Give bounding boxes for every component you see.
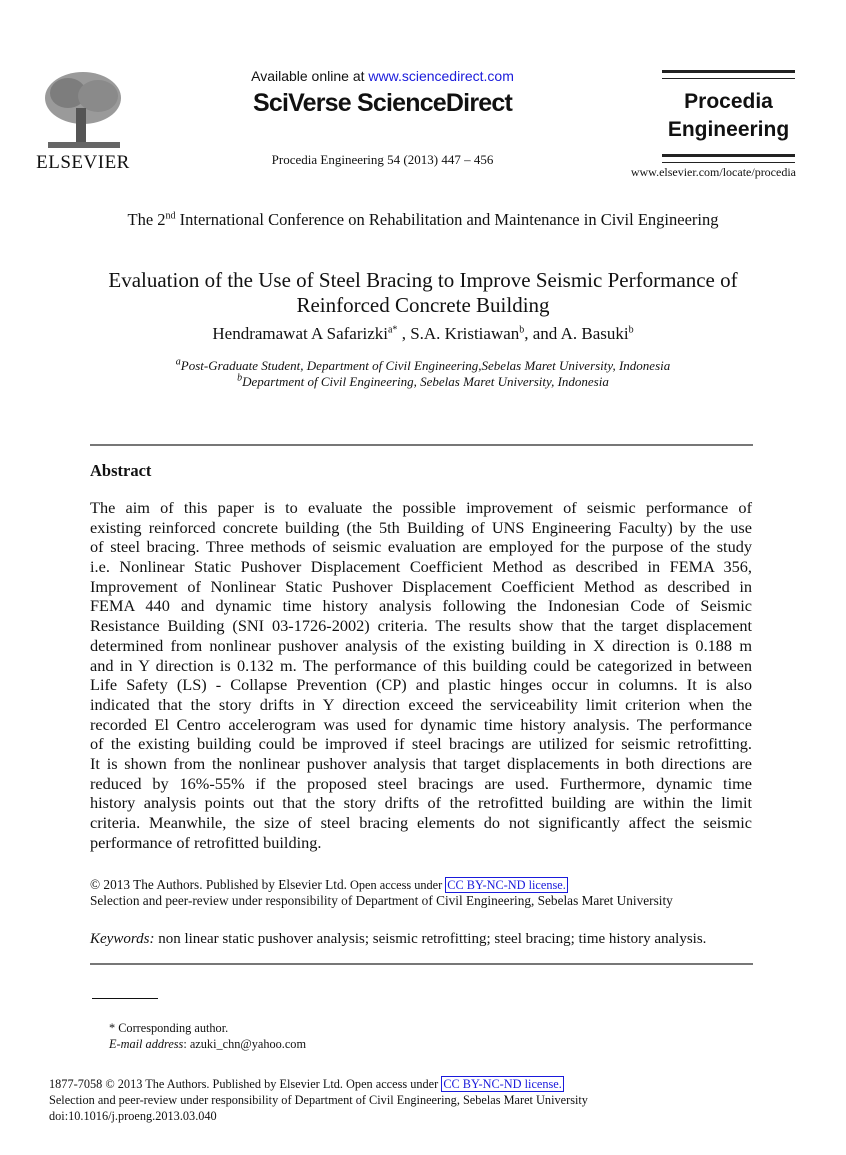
affiliation-a	[0, 358, 846, 374]
email-label: E-mail address	[109, 1037, 184, 1051]
email-address[interactable]: : azuki_chn@yahoo.com	[183, 1037, 307, 1051]
author-sup: b	[628, 324, 634, 336]
abstract-line: recorded El Centro accelerogram was used for dynamic time history analysis. The performance	[90, 714, 752, 734]
abstract-line: indicated that the story drifts in Y direction exceed the serviceability limit criterion when the	[90, 694, 752, 714]
journal-citation: Procedia Engineering 54 (2013) 447 – 456	[271, 152, 494, 167]
abstract-line: FEMA 440 and dynamic time history analysis following the Indonesian Code of Seismic	[90, 596, 752, 616]
journal-url[interactable]: www.elsevier.com/locate/procedia	[630, 165, 796, 179]
keywords-text: non linear static pushover analysis; seismic retrofitting; steel bracing; time history analysis.	[154, 931, 707, 947]
abstract-line: and in Y direction is 0.132 m. The performance of this building could be categorized in between	[90, 655, 752, 675]
affiliation-text: Department of Civil Engineering, Sebelas Maret University, Indonesia	[242, 374, 609, 389]
copyright-block	[90, 877, 673, 909]
abstract-line: existing reinforced concrete building (the 5th Building of UNS Engineering Faculty) by the use	[90, 517, 752, 537]
divider	[90, 963, 753, 965]
elsevier-wordmark: ELSEVIER	[36, 152, 130, 173]
issn-text: 1877-7058 © 2013 The Authors. Published by Elsevier Ltd. Open access under	[49, 1077, 442, 1091]
footnote-rule	[92, 998, 158, 999]
peer-review-text: Selection and peer-review under responsibility of Department of Civil Engineering, Sebelas Maret University	[90, 893, 673, 908]
elsevier-logo	[24, 68, 142, 174]
journal-rule-bottom	[662, 154, 795, 163]
open-access-text: Open access under	[346, 878, 446, 892]
abstract-line: It is shown from the nonlinear pushover analysis that target displacements in both directions are	[90, 753, 752, 773]
abstract-line: i.e. Nonlinear Static Pushover Displacement Coefficient Method as described in FEMA 356,	[90, 557, 752, 577]
elsevier-tree-icon	[38, 68, 128, 150]
conference-prefix: The 2	[127, 210, 166, 229]
footer	[49, 1076, 588, 1124]
abstract-line: Life Safety (LS) - Collapse Prevention (CP) and plastic hinges occur in columns. It is also	[90, 675, 752, 695]
paper-title-line2: Reinforced Concrete Building	[296, 293, 550, 317]
abstract-line: determined from nonlinear pushover analysis of the existing building in X direction is 0.188 m	[90, 635, 752, 655]
abstract-line: criteria. Meanwhile, the size of steel bracing elements do not significantly affect the seismic	[90, 813, 752, 832]
divider	[90, 444, 753, 446]
abstract-body	[90, 498, 752, 852]
affiliations	[0, 358, 846, 390]
email-line	[109, 1036, 306, 1052]
issn-line	[49, 1076, 588, 1092]
abstract-line: of the existing building could be improved if steel bracings are utilized for seismic retrofitting.	[90, 734, 752, 754]
footer-peer-review: Selection and peer-review under responsibility of Department of Civil Engineering, Sebelas Maret University	[49, 1093, 588, 1107]
author-name: , and A. Basuki	[524, 324, 629, 343]
affiliation-text: Post-Graduate Student, Department of Civil Engineering,Sebelas Maret University, Indonesia	[180, 358, 671, 373]
keywords-label: Keywords:	[90, 931, 155, 947]
corresponding-author: * Corresponding author.	[109, 1021, 229, 1035]
journal-name-line2: Engineering	[667, 118, 790, 141]
doi[interactable]: doi:10.1016/j.proeng.2013.03.040	[49, 1109, 217, 1123]
conference-rest: International Conference on Rehabilitation and Maintenance in Civil Engineering	[175, 210, 719, 229]
conference-name	[0, 210, 846, 230]
paper-title	[0, 268, 846, 318]
affiliation-b	[0, 374, 846, 390]
available-online	[230, 68, 535, 84]
abstract-line: performance of retrofitted building.	[90, 832, 322, 852]
author-name: Hendramawat A Safarizki	[212, 324, 388, 343]
sciencedirect-link[interactable]: www.sciencedirect.com	[368, 68, 514, 84]
available-online-label: Available online at	[251, 68, 369, 84]
license-link[interactable]: CC BY-NC-ND license.	[443, 1077, 562, 1091]
abstract-line: The aim of this paper is to evaluate the possible improvement of seismic performance of	[90, 498, 752, 517]
affiliation-sup: b	[237, 372, 243, 384]
copyright-text: © 2013 The Authors. Published by Elsevier Ltd.	[90, 877, 347, 892]
abstract-heading: Abstract	[90, 461, 152, 480]
conference-sup: nd	[165, 210, 176, 222]
authors	[0, 324, 846, 344]
license-link[interactable]: CC BY-NC-ND license.	[447, 878, 566, 892]
journal-name-line1: Procedia	[684, 90, 773, 113]
footnote	[109, 1020, 306, 1052]
abstract-line: Improvement of Nonlinear Static Pushover Displacement Coefficient Method as described in	[90, 576, 752, 596]
affiliation-sup: a	[175, 356, 181, 368]
journal-name	[662, 88, 795, 144]
abstract-line: reduced by 16%-55% if the proposed steel bracings are used. Furthermore, dynamic time	[90, 773, 752, 793]
journal-rule-top	[662, 70, 795, 79]
abstract-line: history analysis points out that the story drifts of the retrofitted building are within the limit	[90, 793, 752, 813]
author-name: , S.A. Kristiawan	[397, 324, 520, 343]
author-sup: b	[519, 324, 525, 336]
abstract-line: of steel bracing. Three methods of seismic evaluation are employed for the purpose of the study	[90, 537, 752, 557]
abstract-line: Resistance Building (SNI 03-1726-2002) criteria. The results show that the target displacement	[90, 616, 752, 636]
copyright-line	[90, 877, 673, 893]
keywords	[90, 931, 706, 948]
paper-title-line1: Evaluation of the Use of Steel Bracing to Improve Seismic Performance of	[108, 268, 738, 292]
sciverse-brand: SciVerse ScienceDirect	[253, 89, 512, 117]
author-sup: a*	[387, 324, 398, 336]
